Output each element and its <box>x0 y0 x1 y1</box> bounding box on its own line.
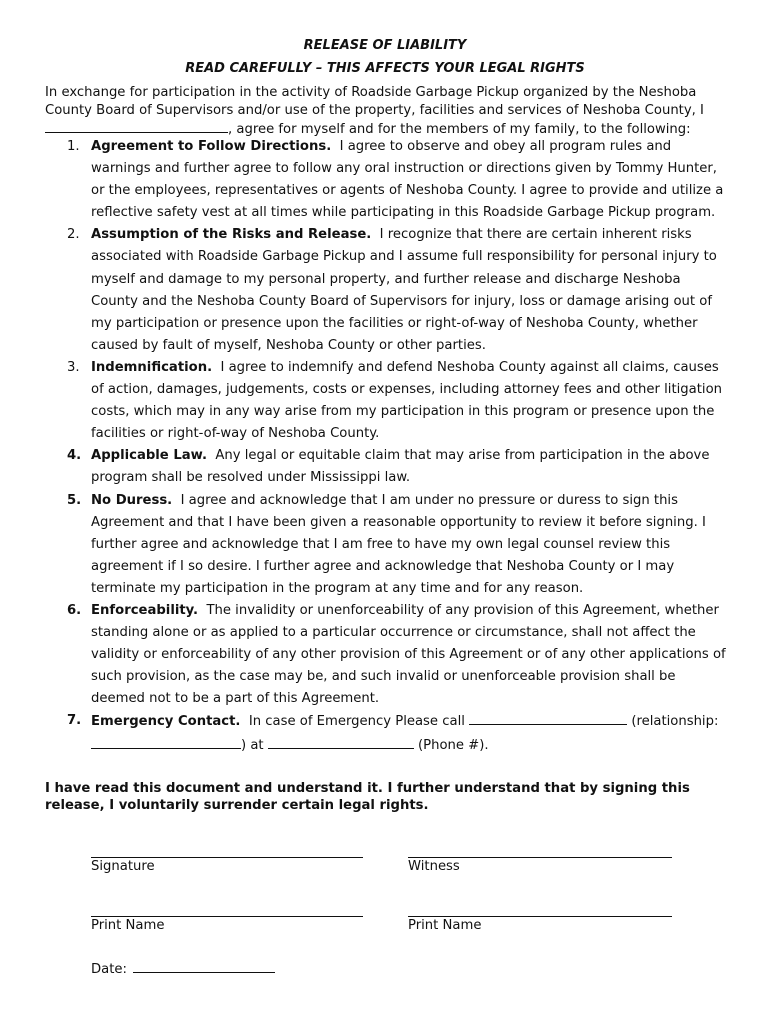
item-number: 1. <box>67 139 80 154</box>
term-item <box>67 224 731 357</box>
item-text: I recognize that there are certain inherent risks associated with Roadside Garbage Pickup and I assume full responsibility for personal injury to myself and damage to my personal property, and further release and discharge Neshoba County and the Neshoba County Board of Supervisors for injury, loss or damage arising out of my participation or presence upon the facilities or right-of-way of Neshoba County, whether caused by fault of myself, Neshoba County or other parties. <box>91 227 717 353</box>
document-title: RELEASE OF LIABILITY <box>303 38 467 53</box>
emergency-contact-name-blank[interactable] <box>469 710 627 725</box>
emergency-relationship-text: (relationship: <box>631 714 719 730</box>
print-name-line[interactable] <box>91 916 363 917</box>
item-heading: Indemnification. <box>91 359 213 375</box>
date-blank[interactable] <box>133 958 275 973</box>
item-heading: Enforceability. <box>91 602 199 618</box>
item-text: I agree and acknowledge that I am under no pressure or duress to sign this Agreement and that I have been given a reasonable opportunity to review it before signing. I further agree and acknowledge that I am free to have my own legal counsel review this agreement if I so desire. I further agree and acknowledge that Neshoba County or I may terminate my participation in the program at any time and for any reason. <box>91 492 706 596</box>
intro-text-end: , agree for myself and for the members of my family, to the following: <box>228 122 691 137</box>
item-number: 6. <box>67 602 82 618</box>
intro-paragraph <box>45 84 735 139</box>
term-item <box>67 445 731 489</box>
item-text: The invalidity or unenforceability of any provision of this Agreement, whether standing alone or as applied to a particular occurrence or circumstance, shall not affect the validity or enforceability of any other provision of this Agreement or of any other applications of such provision, as the case may be, and such invalid or unenforceable provision shall be deemed not to be a part of this Agreement. <box>91 602 726 707</box>
document-subtitle: READ CAREFULLY – THIS AFFECTS YOUR LEGAL RIGHTS <box>185 61 585 76</box>
emergency-at-text: ) at <box>241 737 264 753</box>
signature-label: Signature <box>91 859 155 874</box>
item-text: I agree to observe and obey all program rules and warnings and further agree to follow any oral instruction or directions given by Tommy Hunter, or the employees, representatives or agents of Neshoba County. I agree to provide and utilize a reflective safety vest at all times while participating in this Roadside Garbage Pickup program. <box>91 139 724 221</box>
participant-name-blank[interactable] <box>45 120 228 133</box>
item-heading: No Duress. <box>91 492 173 508</box>
date-row <box>91 958 275 977</box>
witness-print-name-label: Print Name <box>408 918 482 933</box>
acknowledgement-statement: I have read this document and understand it. I further understand that by signing this release, I voluntarily surrender certain legal rights. <box>45 781 690 813</box>
date-label: Date: <box>91 962 127 977</box>
item-text: Any legal or equitable claim that may arise from participation in the above program shall be resolved under Mississippi law. <box>91 448 710 486</box>
item-heading: Applicable Law. <box>91 448 207 464</box>
item-heading: Assumption of the Risks and Release. <box>91 227 372 243</box>
term-item <box>67 600 731 710</box>
term-item <box>67 136 731 224</box>
term-item <box>67 490 731 600</box>
item-number: 4. <box>67 448 82 464</box>
item-heading: Emergency Contact. <box>91 714 241 730</box>
print-name-label: Print Name <box>91 918 165 933</box>
emergency-text: In case of Emergency Please call <box>248 714 465 730</box>
item-number: 5. <box>67 492 82 508</box>
item-number: 7. <box>67 713 82 729</box>
item-heading: Agreement to Follow Directions. <box>91 139 332 154</box>
emergency-phone-text: (Phone #). <box>418 737 489 753</box>
witness-print-name-line[interactable] <box>408 916 672 917</box>
signature-line[interactable] <box>91 857 363 858</box>
emergency-contact-item <box>67 710 731 756</box>
item-text: I agree to indemnify and defend Neshoba County against all claims, causes of action, damages, judgements, costs or expenses, including attorney fees and other litigation costs, which may in any way arise from my participation in this program or presence upon the facilities or right-of-way of Neshoba County. <box>91 359 723 442</box>
relationship-blank[interactable] <box>91 734 241 749</box>
intro-text: In exchange for participation in the activity of Roadside Garbage Pickup organized by the Neshoba County Board of Supervisors and/or use of the property, facilities and services of Neshoba County, I <box>45 85 704 118</box>
witness-label: Witness <box>408 859 460 874</box>
item-number: 3. <box>67 359 80 375</box>
term-item <box>67 357 731 445</box>
witness-line[interactable] <box>408 857 672 858</box>
terms-list <box>67 136 731 757</box>
item-number: 2. <box>67 227 80 243</box>
phone-blank[interactable] <box>268 734 414 749</box>
